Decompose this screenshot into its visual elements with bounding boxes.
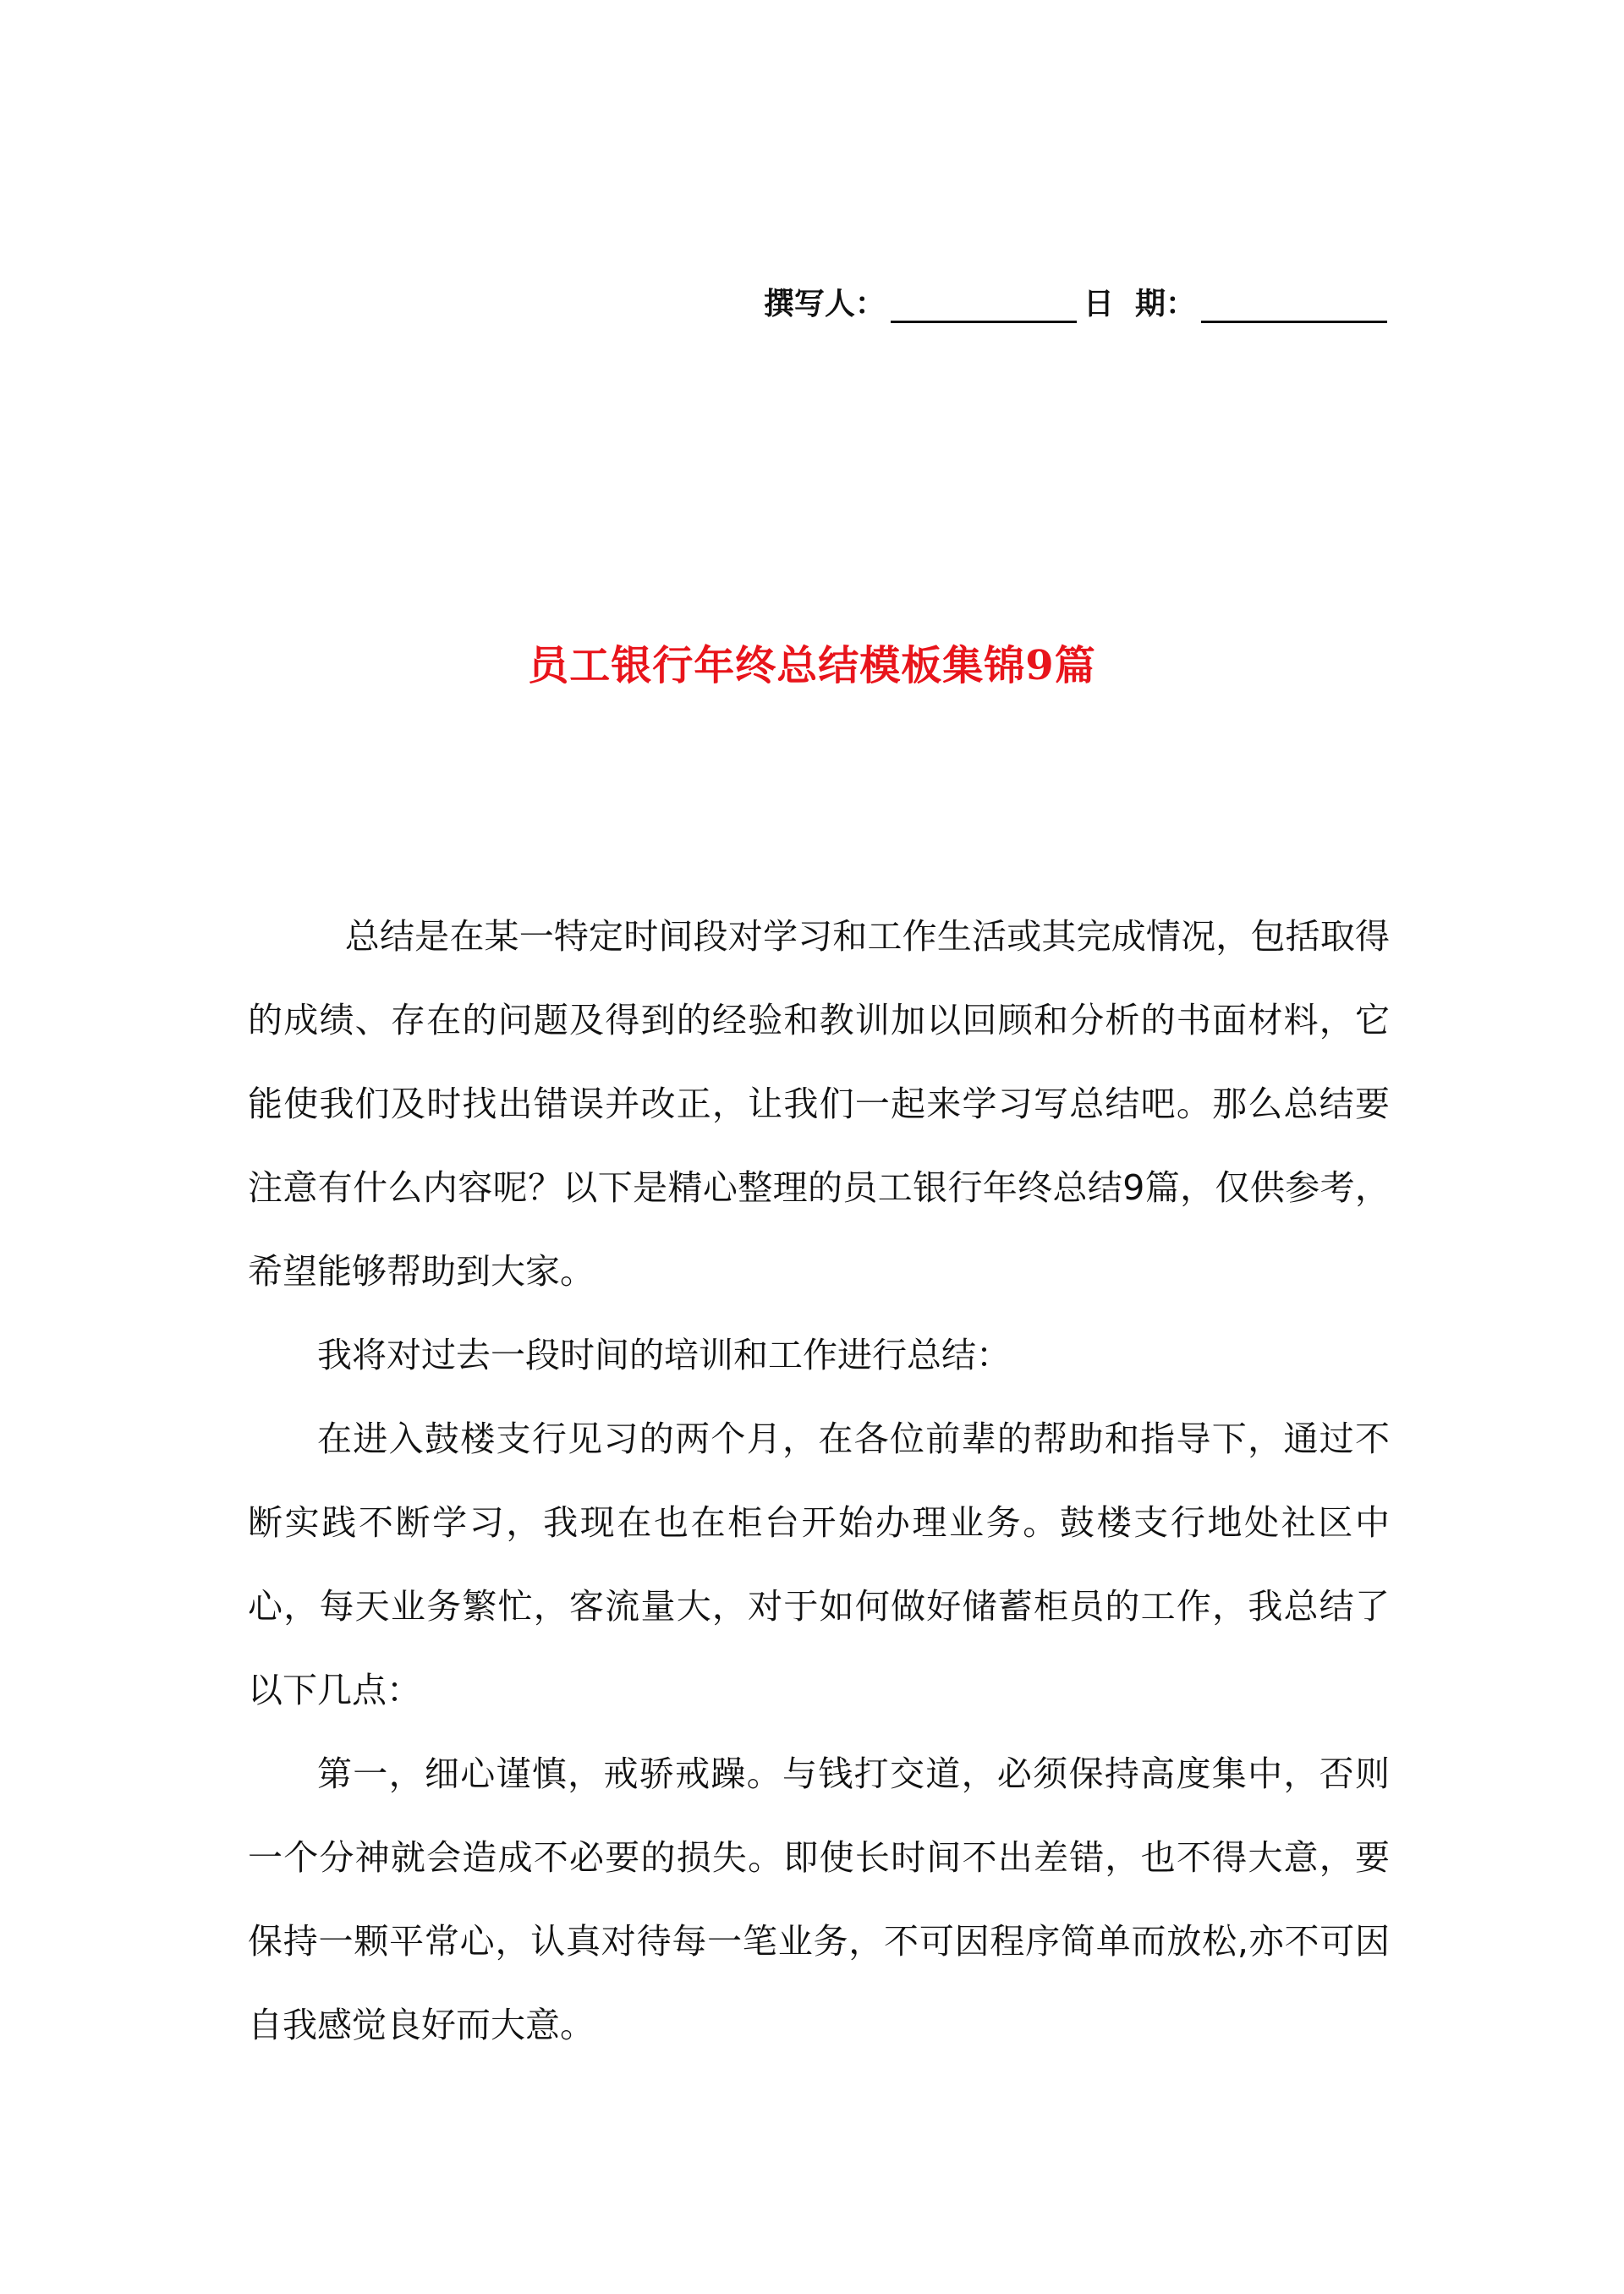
author-date-line: [0, 272, 1387, 323]
date-label: 日 期：: [1083, 287, 1196, 321]
paragraph-intro: 总结是在某一特定时间段对学习和工作生活或其完成情况，包括取得的成绩、存在的问题及得到的经验和教训加以回顾和分析的书面材料，它能使我们及时找出错误并改正，让我们一起来学习写总结吧。那么总结要注意有什么内容呢？以下是精心整理的员工银行年终总结9篇，仅供参考，希望能够帮助到大家。: [248, 916, 1390, 1292]
document-title: 员工银行年终总结模板集锦9篇: [528, 642, 1096, 689]
author-label: 撰写人：: [763, 287, 886, 321]
author-blank-field: [891, 283, 1077, 323]
paragraph-summary-lead: 我将对过去一段时间的培训和工作进行总结：: [317, 1335, 1011, 1375]
paragraph-point-one: 第一，细心谨慎，戒骄戒躁。与钱打交道，必须保持高度集中，否则一个分神就会造成不必要的损失。即使长时间不出差错，也不得大意，要保持一颗平常心，认真对待每一笔业务，不可因程序简单而放松,亦不可因自我感觉良好而大意。: [248, 1753, 1390, 2045]
date-blank-field: [1201, 283, 1387, 323]
paragraph-branch-experience: 在进入鼓楼支行见习的两个月，在各位前辈的帮助和指导下，通过不断实践不断学习，我现在也在柜台开始办理业务。鼓楼支行地处社区中心，每天业务繁忙，客流量大，对于如何做好储蓄柜员的工作，我总结了以下几点：: [248, 1419, 1390, 1710]
document-body: [248, 895, 1390, 2067]
